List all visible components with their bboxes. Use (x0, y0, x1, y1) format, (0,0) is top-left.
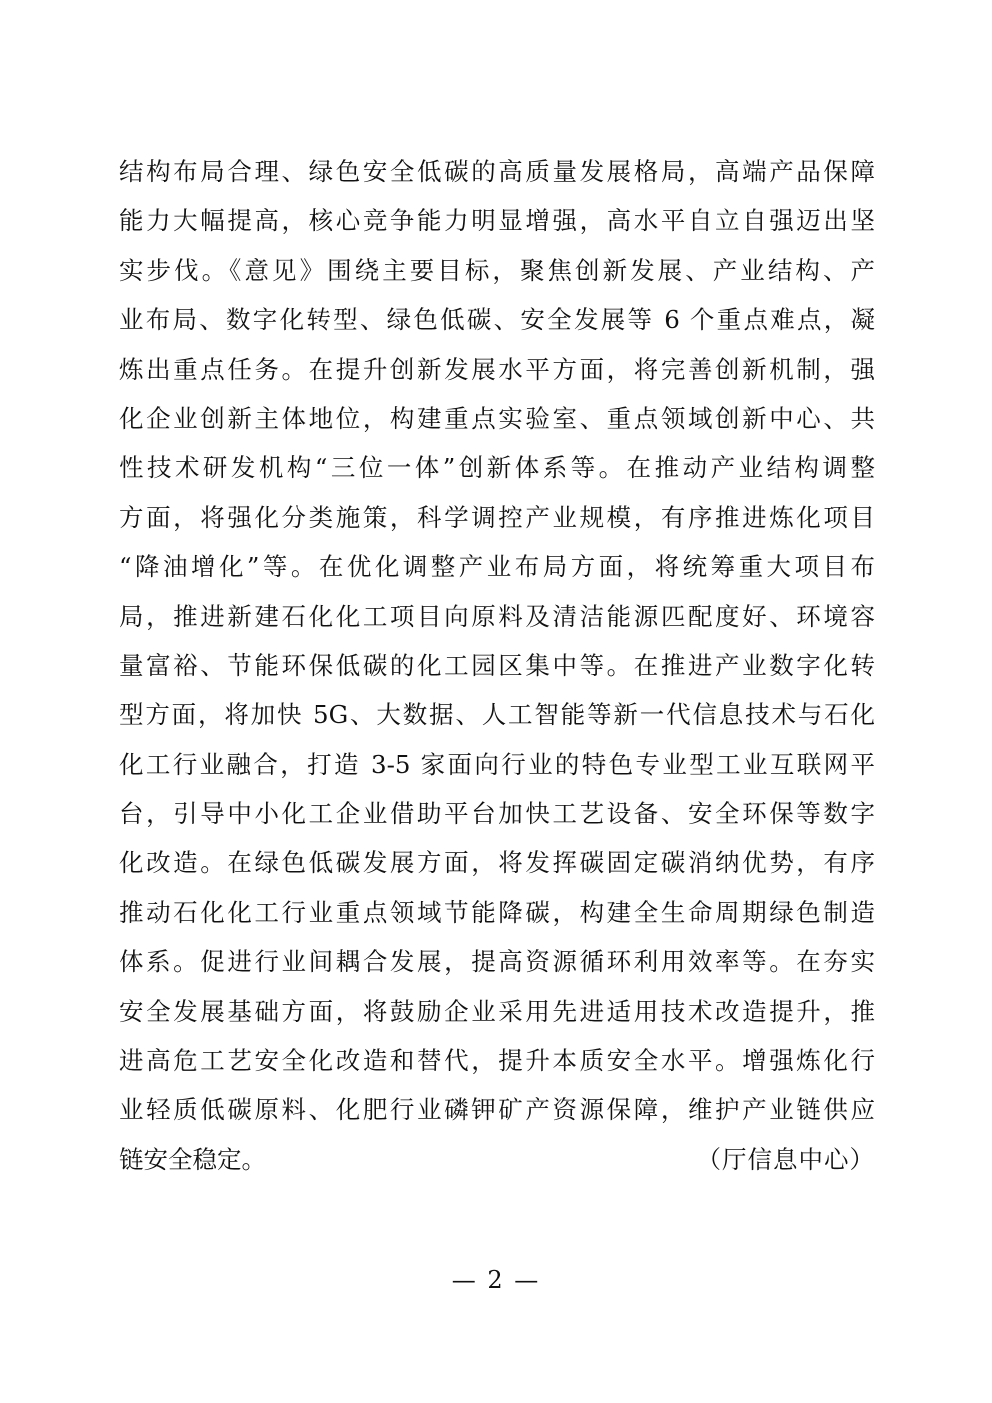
text-line: 性技术研发机构“三位一体”创新体系等。在推动产业结构调整 (119, 453, 875, 483)
page-number: — 2 — (451, 1266, 541, 1294)
text-line: 方面，将强化分类施策，科学调控产业规模，有序推进炼化项目 (119, 502, 875, 532)
text-line: 台，引导中小化工企业借助平台加快工艺设备、安全环保等数字 (119, 799, 875, 829)
text-line: “降油增化”等。在优化调整产业布局方面，将统筹重大项目布 (119, 552, 875, 582)
text-line: 安全发展基础方面，将鼓励企业采用先进适用技术改造提升，推 (119, 996, 875, 1026)
last-line (119, 1135, 875, 1184)
body-text (119, 147, 875, 1184)
text-line: 体系。促进行业间耦合发展，提高资源循环利用效率等。在夯实 (119, 947, 875, 977)
text-line: 局，推进新建石化化工项目向原料及清洁能源匹配度好、环境容 (119, 601, 875, 631)
text-line: 链安全稳定。 (119, 1144, 266, 1174)
text-line: 化工行业融合，打造 3-5 家面向行业的特色专业型工业互联网平 (119, 749, 875, 779)
text-line: 结构布局合理、绿色安全低碳的高质量发展格局，高端产品保障 (119, 157, 875, 186)
text-line: 进高危工艺安全化改造和替代，提升本质安全水平。增强炼化行 (119, 1046, 875, 1076)
text-line: 实步伐。《意见》围绕主要目标，聚焦创新发展、产业结构、产 (119, 255, 875, 285)
signature: （厅信息中心） (696, 1144, 875, 1174)
text-line: 炼出重点任务。在提升创新发展水平方面，将完善创新机制，强 (119, 354, 875, 384)
text-line: 化改造。在绿色低碳发展方面，将发挥碳固定碳消纳优势，有序 (119, 848, 875, 878)
text-line: 型方面，将加快 5G、大数据、人工智能等新一代信息技术与石化 (119, 700, 875, 730)
text-line: 业布局、数字化转型、绿色低碳、安全发展等 6 个重点难点，凝 (119, 305, 875, 335)
text-line: 能力大幅提高，核心竞争能力明显增强，高水平自立自强迈出坚 (119, 206, 875, 236)
text-line: 化企业创新主体地位，构建重点实验室、重点领域创新中心、共 (119, 403, 875, 433)
text-line: 业轻质低碳原料、化肥行业磷钾矿产资源保障，维护产业链供应 (119, 1095, 875, 1125)
text-line: 量富裕、节能环保低碳的化工园区集中等。在推进产业数字化转 (119, 650, 875, 680)
text-line: 推动石化化工行业重点领域节能降碳，构建全生命周期绿色制造 (119, 897, 875, 927)
